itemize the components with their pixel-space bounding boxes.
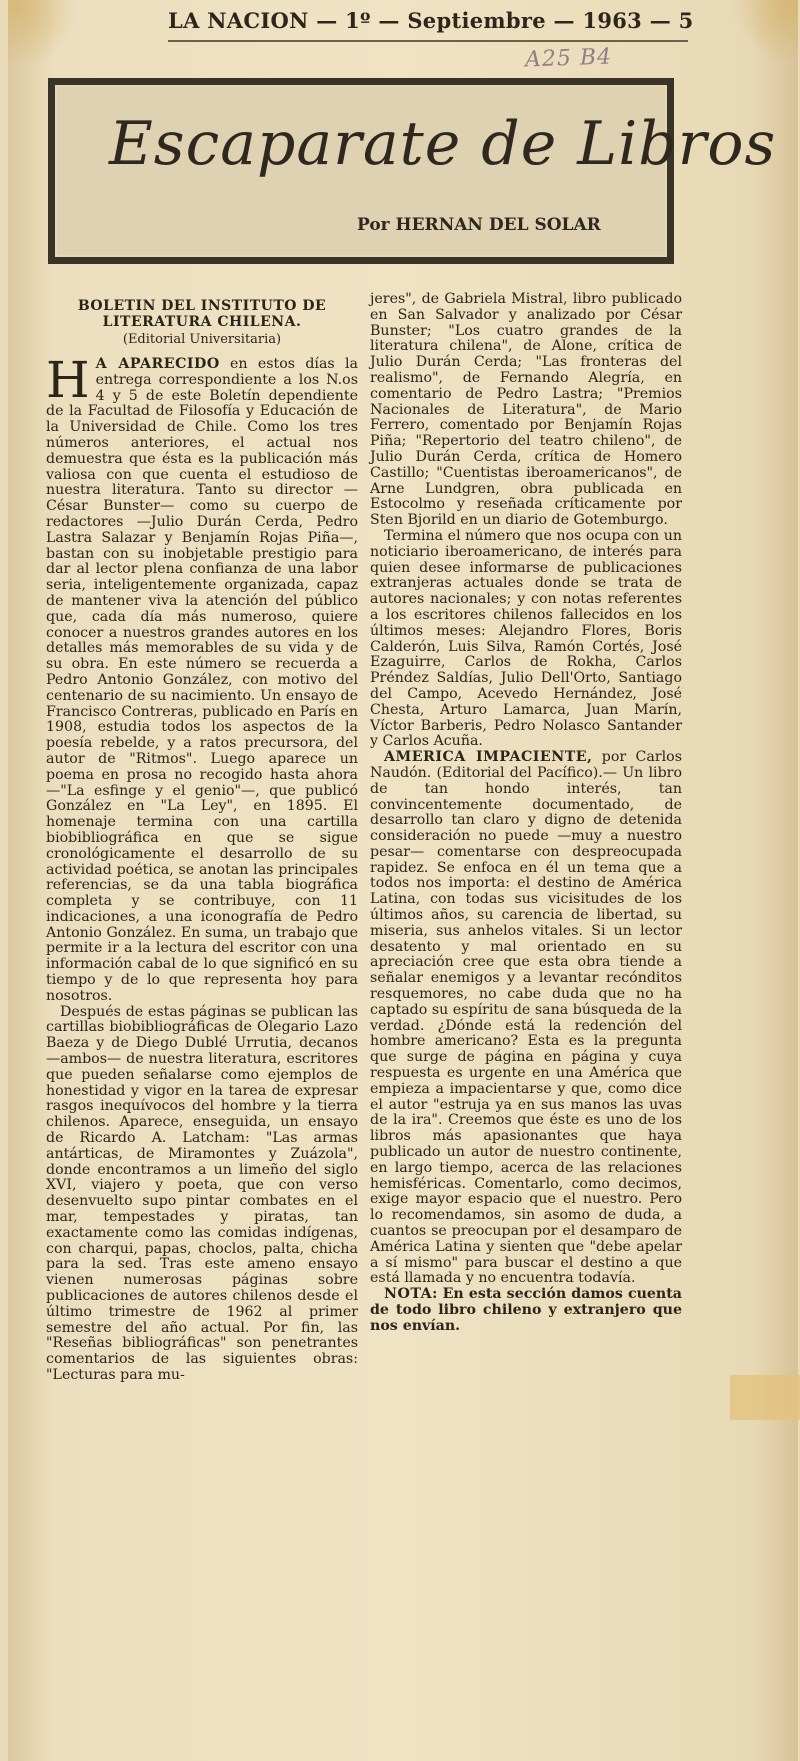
paper-stain bbox=[8, 0, 78, 70]
paper-stain bbox=[730, 1375, 800, 1420]
article-paragraph: Después de estas páginas se publican las cartillas biobibliográficas de Olegario Lazo Baeza y de Diego Dublé Urrutia, decanos —ambos— de nuestra literatura, escritores que pueden señalarse como ejemplos de honestidad y vigor en la tarea de expresar rasgos inequívocos del hombre y la tierra chilenos. Aparece, enseguida, un ensayo de Ricardo A. Latcham: "Las armas antárticas, de Miramontes y Zuázola", donde encontramos a un limeño del siglo XVI, viajero y poeta, que con verso desenvuelto supo pintar combates en el mar, tempestades y piratas, tan exactamente como las comidas indígenas, con charqui, papas, choclos, palta, chicha para la sed. Tras este ameno ensayo vienen numerosas páginas sobre publicaciones de autores chilenos desde el último trimestre de 1962 al primer semestre del año actual. Por fin, las "Reseñas bibliográficas" son penetrantes comentarios de las siguientes obras: "Lecturas para mu- bbox=[46, 1003, 358, 1383]
column-banner bbox=[48, 78, 777, 264]
article-paragraph: Termina el número que nos ocupa con un noticiario iberoamericano, de interés para quien desee informarse de publicaciones extranjeras actuales donde se trata de autores nacionales; y con notas referentes a los escritores chilenos fallecidos en los últimos meses: Alejandro Flores, Boris Calderón, Luis Silva, Ramón Cortés, José Ezaguirre, Carlos de Rokha, Carlos Préndez Saldías, Julio Dell'Orto, Santiago del Campo, Acevedo Hernández, José Chesta, Arturo Lamarca, Juan Marín, Víctor Barberis, Pedro Nolasco Santander y Carlos Acuña. bbox=[370, 527, 682, 750]
byline: Por HERNAN DEL SOLAR bbox=[357, 215, 601, 235]
masthead-rule bbox=[168, 40, 688, 42]
article-paragraph: jeres", de Gabriela Mistral, libro publicado en San Salvador y analizado por César Bunster; "Los cuatro grandes de la literatura chilena", de Alone, crítica de Julio Durán Cerda; "Las fronteras del realismo", de Fernando Alegría, en comentario de Pedro Lastra; "Premios Nacionales de Literatura", de Mario Ferrero, comentado por Benjamín Rojas Piña; "Repertorio del teatro chileno", de Julio Durán Cerda, crítica de Homero Castillo; "Cuentistas iberoamericanos", de Arne Lundgren, obra publicada en Estocolmo y reseñada críticamente por Sten Bjorild en un diario de Gotemburgo. bbox=[370, 291, 682, 529]
editor-note bbox=[370, 1287, 682, 1334]
article-heading: BOLETIN DEL INSTITUTO DE LITERATURA CHILENA. bbox=[77, 298, 327, 330]
banner-frame bbox=[55, 85, 777, 257]
column-left bbox=[46, 298, 358, 1384]
column-right bbox=[370, 292, 682, 1335]
lead-caps: A APARECIDO bbox=[95, 356, 220, 372]
paragraph-text: en estos días la entrega correspondiente a los N.os 4 y 5 de este Boletín dependiente de la Facultad de Filosofía y Educación de la Universidad de Chile. Como los tres números anteriores, el actual nos demuestra que ésta es la publicación más valiosa con que cuenta el estudioso de nuestra literatura. Tanto su director —César Bunster— como su cuerpo de redactores —Julio Durán Cerda, Pedro Lastra Salazar y Benjamín Rojas Piña—, bastan con su inobjetable prestigio para dar al lector plena confianza de una labor seria, inteligentemente organizada, capaz de mantener viva la atención del público que, cada día más numeroso, quiere conocer a nuestros grandes autores en los detalles más memorables de su vida y de su obra. En este número se recuerda a Pedro Antonio González, con motivo del centenario de su nacimiento. Un ensayo de Francisco Contreras, publicado en París en 1908, estudia todos los aspectos de la poesía rebelde, y a ratos precursora, del autor de "Ritmos". Luego aparece un poema en prosa no recogido hasta ahora —"La esfinge y el genio"—, que publicó González en "La Ley", en 1895. El homenaje termina con una cartilla biobibliográfica en que se sigue cronológicamente el desarrollo de su actividad poética, se anotan las principales referencias, se da una tabla biográfica completa y se contribuye, con 11 indicaciones, a una iconografía de Pedro Antonio González. En suma, un trabajo que permite ir a la lectura del escritor con una información cabal de lo que significó en su tiempo y de lo que representa hoy para nosotros. bbox=[46, 356, 358, 1004]
note-text: En esta sección damos cuenta de todo libro chileno y extranjero que nos envían. bbox=[370, 1286, 682, 1334]
masthead: LA NACION — 1º — Septiembre — 1963 — 5 bbox=[168, 8, 694, 33]
paper-stain bbox=[728, 0, 798, 60]
article-publisher: (Editorial Universitaria) bbox=[122, 332, 282, 347]
book-title: AMERICA IMPACIENTE, bbox=[384, 749, 593, 766]
paragraph-text: por Carlos Naudón. (Editorial del Pacífico).— Un libro de tan hondo interés, tan convincentemente documentado, de desarrollo tan claro y digno de detenida consideración no puede —muy a nuestro pesar— comentarse con despreocupada rapidez. Se enfoca en él un tema que a todos nos importa: el destino de América Latina, con todas sus vicisitudes de los últimos años, su carencia de libertad, su miseria, sus anhelos vitales. Si un lector desatento y mal orientado en su apreciación cree que esta obra tiende a señalar enemigos y a levantar recónditos resquemores, no cabe duda que no ha captado su espíritu de sana búsqueda de la verdad. ¿Dónde está la redención del hombre americano? Esta es la pregunta que surge de página en página y cuya respuesta es urgente en una América que empieza a impacientarse y que, como dice el autor "estruja ya en sus manos las uvas de la ira". Creemos que éste es uno de los libros más apasionantes que haya publicado un autor de nuestro continente, en largo tiempo, acerca de las relaciones hemisféricas. Comentarlo, como decimos, exige mayor espacio que el nuestro. Pero lo recomendamos, sin asomo de duda, a cuantos se preocupan por el desamparo de América Latina y sienten que "debe apelar a sí mismo" para buscar el destino a que está llamada y no encuentra todavía. bbox=[370, 749, 682, 1287]
handwritten-mark: A25 B4 bbox=[524, 44, 613, 73]
article-paragraph bbox=[370, 750, 682, 1287]
column-title: Escaparate de Libros bbox=[109, 109, 777, 179]
article-paragraph bbox=[46, 351, 358, 1005]
drop-cap: H bbox=[46, 351, 90, 409]
note-label: NOTA: bbox=[384, 1286, 438, 1303]
